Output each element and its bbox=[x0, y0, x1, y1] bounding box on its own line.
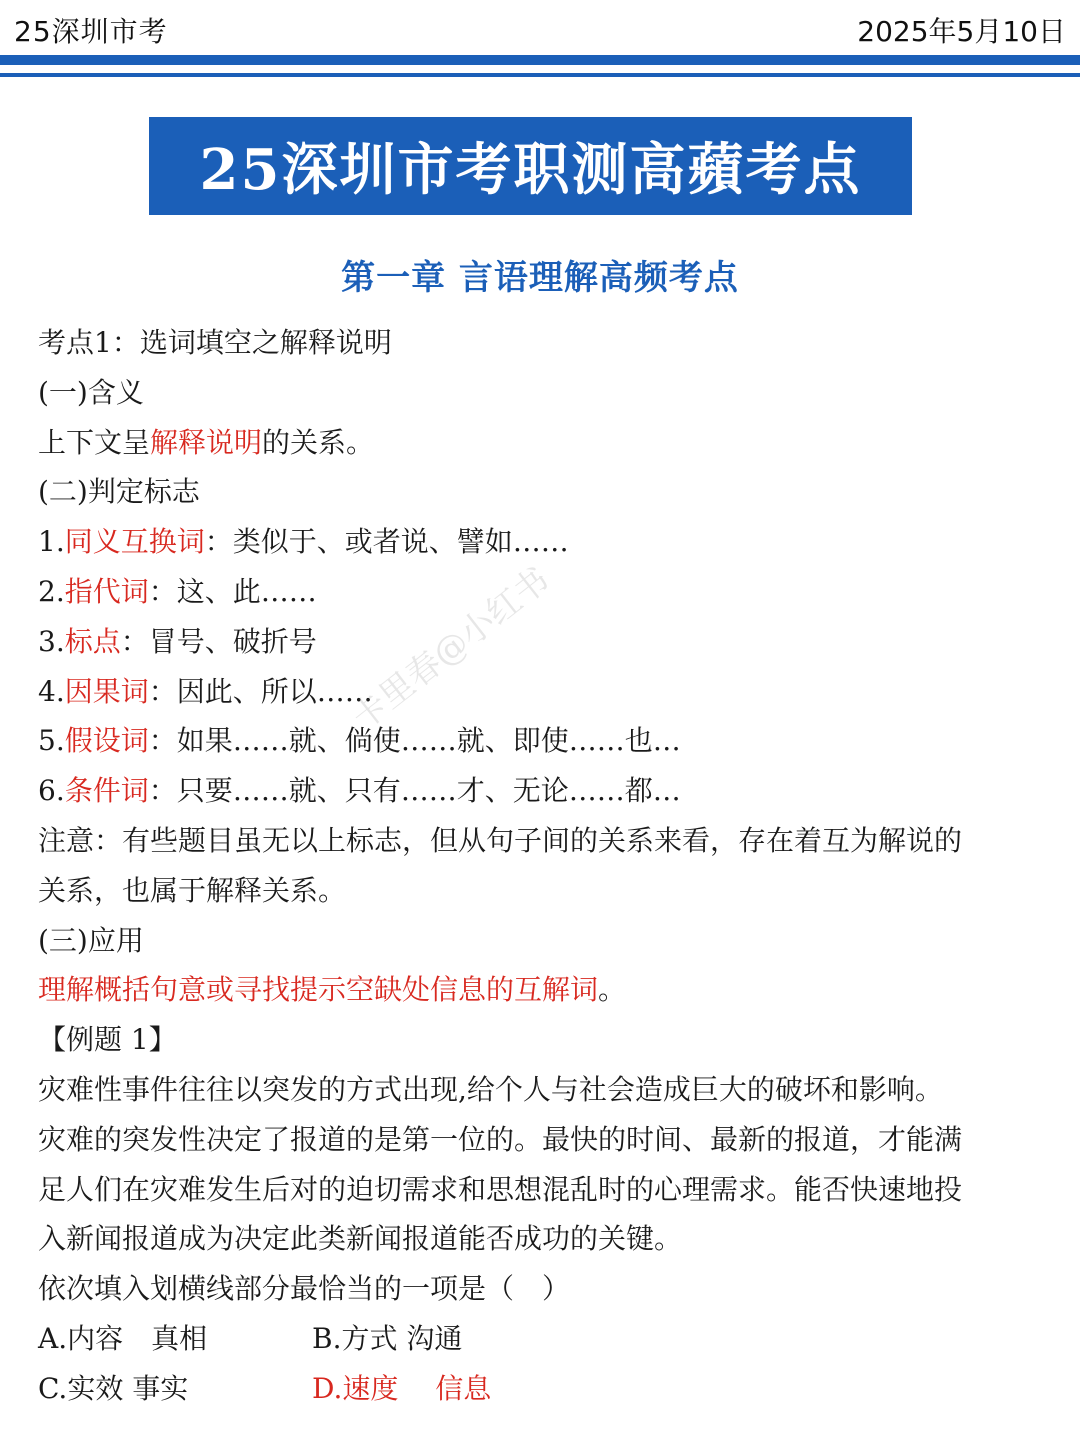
header-rule-thin bbox=[0, 73, 1080, 77]
marker-term: 标点 bbox=[64, 624, 121, 658]
marker-rest: ：因此、所以…… bbox=[148, 674, 373, 708]
section-heading-markers: (二)判定标志 bbox=[38, 475, 200, 509]
marker-term: 因果词 bbox=[64, 674, 149, 708]
section-heading-meaning: (一)含义 bbox=[38, 375, 144, 409]
page-title: 25深圳市考职测高蘋考点 bbox=[199, 137, 862, 203]
application-post: 。 bbox=[598, 973, 627, 1007]
option-row bbox=[38, 1314, 1048, 1364]
application-text bbox=[38, 965, 1048, 1015]
marker-rest: ：只要……就、只有……才、无论……都… bbox=[148, 774, 681, 808]
watermark: 卡里春@小红书 bbox=[344, 559, 558, 738]
marker-item bbox=[38, 617, 1048, 667]
marker-term: 条件词 bbox=[64, 774, 149, 808]
marker-term: 指代词 bbox=[64, 574, 149, 608]
header-rule-thick bbox=[0, 55, 1080, 65]
meaning-post: 的关系。 bbox=[262, 425, 375, 459]
marker-num: 4. bbox=[38, 674, 65, 708]
marker-num: 1. bbox=[38, 525, 65, 559]
example-label: 【例题 1】 bbox=[38, 1023, 177, 1057]
section-heading-application: (三)应用 bbox=[38, 923, 144, 957]
note-line-1: 注意：有些题目虽无以上标志，但从句子间的关系来看，存在着互为解说的 bbox=[38, 823, 963, 857]
content-body bbox=[38, 318, 1048, 1414]
option-c: C.实效 事实 bbox=[38, 1371, 189, 1405]
example-line: 灾难性事件往往以突发的方式出现,给个人与社会造成巨大的破坏和影响。 bbox=[38, 1072, 943, 1106]
marker-item bbox=[38, 716, 1048, 766]
meaning-pre: 上下文呈 bbox=[38, 425, 151, 459]
exam-date: 2025年5月10日 bbox=[857, 15, 1066, 48]
exam-label: 25深圳市考 bbox=[14, 15, 168, 48]
question-prompt: 依次填入划横线部分最恰当的一项是（ ） bbox=[38, 1272, 571, 1306]
example-line: 足人们在灾难发生后对的迫切需求和思想混乱时的心理需求。能否快速地投 bbox=[38, 1172, 963, 1206]
title-banner bbox=[149, 117, 912, 215]
note-line-2: 关系，也属于解释关系。 bbox=[38, 873, 347, 907]
marker-term: 假设词 bbox=[64, 724, 149, 758]
example-line: 灾难的突发性决定了报道的是第一位的。最快的时间、最新的报道，才能满 bbox=[38, 1122, 963, 1156]
marker-rest: ：如果……就、倘使……就、即使……也… bbox=[148, 724, 681, 758]
marker-num: 6. bbox=[38, 774, 65, 808]
marker-item bbox=[38, 667, 1048, 717]
marker-rest: ：这、此…… bbox=[148, 574, 317, 608]
marker-num: 2. bbox=[38, 574, 65, 608]
option-b: B.方式 沟通 bbox=[312, 1321, 463, 1355]
example-line: 入新闻报道成为决定此类新闻报道能否成功的关键。 bbox=[38, 1222, 683, 1256]
option-row bbox=[38, 1364, 1048, 1414]
top-header bbox=[0, 0, 1080, 50]
marker-item bbox=[38, 766, 1048, 816]
marker-term: 同义互换词 bbox=[64, 525, 205, 559]
marker-item bbox=[38, 567, 1048, 617]
marker-num: 5. bbox=[38, 724, 65, 758]
point-title: 考点1：选词填空之解释说明 bbox=[38, 326, 392, 359]
option-a: A.内容 真相 bbox=[38, 1321, 208, 1355]
meaning-text bbox=[38, 418, 1048, 468]
meaning-highlight: 解释说明 bbox=[150, 425, 263, 459]
marker-num: 3. bbox=[38, 624, 65, 658]
marker-rest: ：冒号、破折号 bbox=[120, 624, 317, 658]
application-highlight: 理解概括句意或寻找提示空缺处信息的互解词 bbox=[38, 973, 599, 1007]
marker-item bbox=[38, 517, 1048, 567]
chapter-title: 第一章 言语理解高频考点 bbox=[341, 258, 739, 298]
option-d-answer: D.速度 信息 bbox=[312, 1371, 492, 1405]
marker-rest: ：类似于、或者说、譬如…… bbox=[204, 525, 569, 559]
